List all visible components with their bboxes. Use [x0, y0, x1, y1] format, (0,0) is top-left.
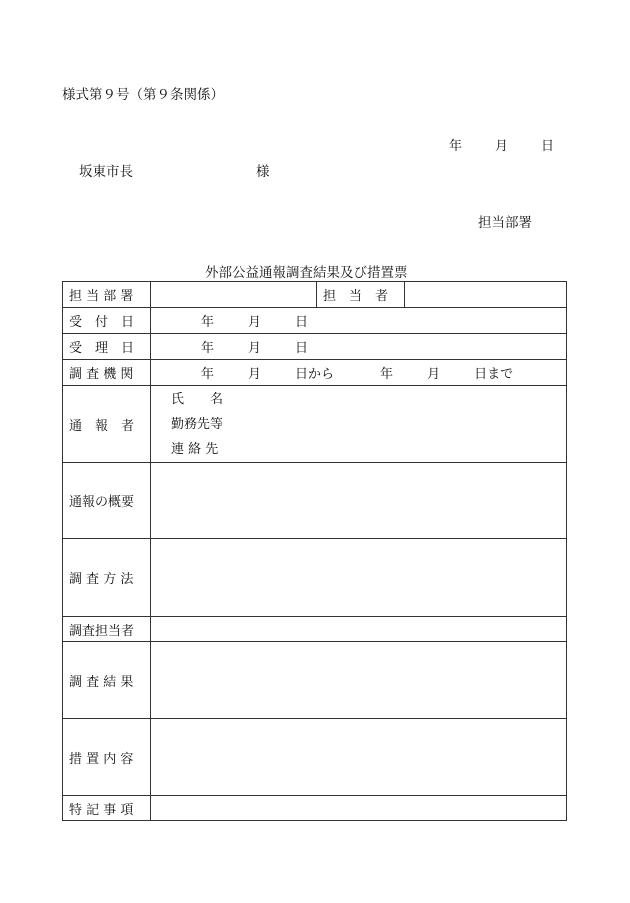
- value-method[interactable]: [151, 539, 567, 617]
- value-result[interactable]: [151, 642, 567, 719]
- row-department: [63, 282, 567, 308]
- label-investigation-period: 調 査 機 関: [63, 360, 151, 386]
- row-acceptance-date: [63, 334, 567, 360]
- field-contact: 連 絡 先: [171, 441, 219, 457]
- row-remarks: [63, 796, 567, 821]
- row-investigator: [63, 617, 567, 642]
- label-method: 調 査 方 法: [63, 539, 151, 617]
- document-title: 外部公益通報調査結果及び措置票: [205, 265, 408, 281]
- value-whistleblower[interactable]: [151, 386, 567, 463]
- field-workplace: 勤務先等: [171, 416, 224, 432]
- label-measures: 措 置 内 容: [63, 719, 151, 796]
- label-reception-date: 受 付 日: [63, 308, 151, 334]
- label-result: 調 査 結 果: [63, 642, 151, 719]
- row-method: [63, 539, 567, 617]
- date-line: [449, 135, 554, 154]
- honorific: 様: [256, 164, 270, 180]
- label-whistleblower: 通 報 者: [63, 386, 151, 463]
- date-month: 月: [495, 139, 509, 154]
- row-whistleblower: [63, 386, 567, 463]
- label-acceptance-date: 受 理 日: [63, 334, 151, 360]
- value-department[interactable]: [151, 282, 317, 308]
- label-person-in-charge: 担 当 者: [317, 282, 405, 308]
- department-label: 担当部署: [478, 215, 532, 231]
- row-measures: [63, 719, 567, 796]
- date-day: 日: [541, 139, 555, 154]
- value-remarks[interactable]: [151, 796, 567, 821]
- row-reception-date: [63, 308, 567, 334]
- value-investigation-period[interactable]: 年 月 日から 年 月 日まで: [151, 360, 567, 386]
- value-summary[interactable]: [151, 463, 567, 539]
- label-summary: 通報の概要: [63, 463, 151, 539]
- field-name: 氏 名: [171, 391, 224, 407]
- row-result: [63, 642, 567, 719]
- value-acceptance-date[interactable]: 年 月 日: [151, 334, 567, 360]
- value-measures[interactable]: [151, 719, 567, 796]
- value-investigator[interactable]: [151, 617, 567, 642]
- label-investigator: 調査担当者: [63, 617, 151, 642]
- row-investigation-period: [63, 360, 567, 386]
- row-summary: [63, 463, 567, 539]
- form-number: 様式第９号（第９条関係）: [62, 87, 224, 103]
- date-year: 年: [449, 139, 463, 154]
- report-form-table: [62, 281, 567, 821]
- value-person-in-charge[interactable]: [405, 282, 567, 308]
- addressee: 坂東市長: [79, 164, 133, 180]
- label-department: 担 当 部 署: [63, 282, 151, 308]
- value-reception-date[interactable]: 年 月 日: [151, 308, 567, 334]
- label-remarks: 特 記 事 項: [63, 796, 151, 821]
